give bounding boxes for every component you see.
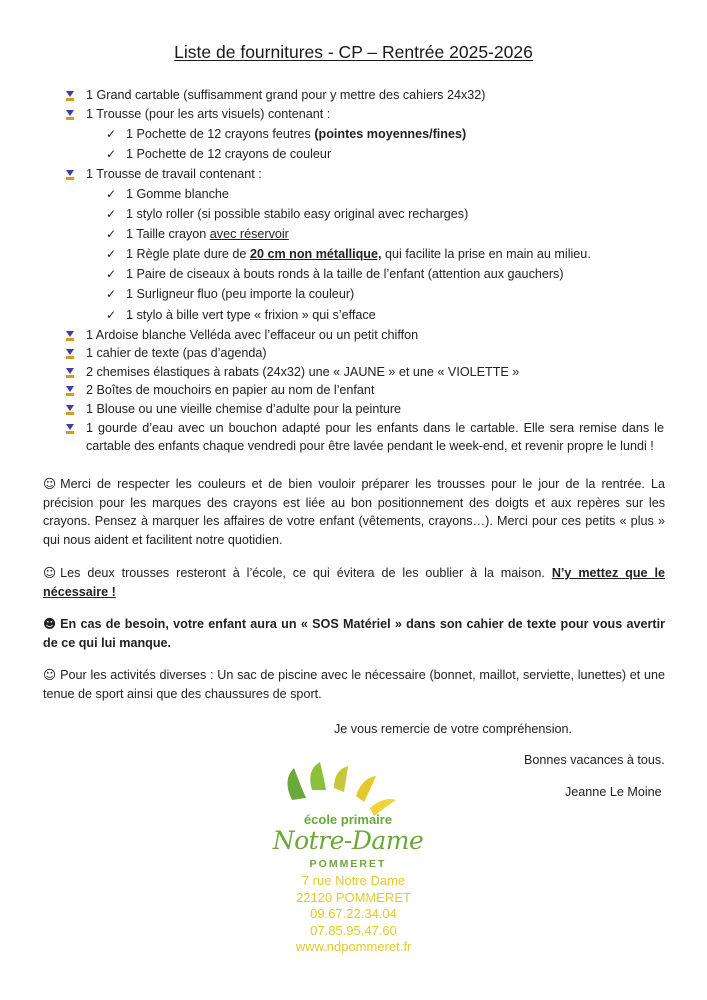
supply-subitem-text: 1 Surligneur fluo (peu importe la couleur) [126, 287, 355, 302]
supply-subitem [104, 306, 664, 325]
paragraph-colors [43, 475, 665, 549]
paragraph-pencil-cases-text: Les deux trousses resteront à l’école, ce qui évitera de les oublier à la maison. [60, 566, 552, 580]
supply-sublist [104, 125, 664, 164]
paragraph-activities [43, 666, 665, 703]
logo-line-name: Notre-Dame [272, 826, 424, 855]
logo-line-school: école primaire [303, 812, 393, 827]
supply-subitem [104, 145, 664, 164]
supply-subitem-emphasis: (pointes moyennes/fines) [314, 126, 467, 141]
supply-item [64, 400, 664, 419]
check-mark-icon: ✓ [106, 307, 117, 322]
arrow-bullet-icon [64, 330, 76, 342]
supply-subitem [104, 125, 664, 144]
holidays-line: Bonnes vacances à tous. [524, 753, 665, 767]
logo-line-town: POMMERET [309, 858, 387, 870]
check-mark-icon: ✓ [106, 267, 117, 282]
supply-subitem [104, 205, 664, 224]
check-mark-icon: ✓ [106, 186, 117, 201]
arrow-bullet-icon [64, 169, 76, 181]
arrow-bullet-icon [64, 109, 76, 121]
check-mark-icon: ✓ [106, 146, 117, 161]
smiley-icon: ☺ [43, 667, 57, 682]
supply-item [64, 105, 664, 124]
supply-subitem-emphasis: 20 cm non métallique, [249, 247, 382, 262]
arrow-bullet-icon [64, 385, 76, 397]
smiley-icon: ☺ [43, 476, 57, 491]
supply-subitem-emphasis: avec réservoir [209, 227, 289, 242]
supply-item-text: 2 chemises élastiques à rabats (24x32) une « JAUNE » et une « VIOLETTE » [86, 364, 520, 379]
contact-postcode: 22120 POMMERET [296, 889, 411, 905]
paragraph-pencil-cases [43, 564, 665, 601]
supply-subitem [104, 285, 664, 304]
supply-subitem [104, 245, 664, 264]
supply-item [64, 363, 664, 382]
supply-subitem [104, 225, 664, 244]
supply-subitem-text: 1 Taille crayon [126, 227, 210, 242]
paragraph-sos-text: En cas de besoin, votre enfant aura un « SOS Matériel » dans son cahier de texte pour vous avertir de ce qui lui manque. [43, 617, 665, 650]
paragraph-activities-text: Pour les activités diverses : Un sac de piscine avec le nécessaire (bonnet, maillot, serviette, lunettes) et une tenue de sport ainsi que des chaussures de sport. [43, 668, 665, 701]
arrow-bullet-icon [64, 348, 76, 360]
supply-subitem [104, 185, 664, 204]
check-mark-icon: ✓ [106, 287, 117, 302]
paragraph-pencil-cases-emphasis: N’y mettez que le nécessaire ! [43, 566, 665, 599]
contact-phone-1: 09.67.22.34.04 [310, 906, 397, 921]
supply-item-text: 1 cahier de texte (pas d’agenda) [86, 346, 267, 361]
arrow-bullet-icon [64, 423, 76, 435]
supply-item [64, 344, 664, 363]
supply-subitem-text-end: qui facilite la prise en main au milieu. [381, 247, 591, 262]
check-mark-icon: ✓ [106, 207, 117, 222]
supply-item [64, 165, 664, 184]
page-title: Liste de fournitures - CP – Rentrée 2025-2026 [174, 42, 533, 62]
signature: Jeanne Le Moine [565, 785, 662, 799]
supply-item-text: 1 Trousse (pour les arts visuels) contenant : [86, 106, 331, 121]
supply-item-text: 1 Blouse ou une vieille chemise d’adulte pour la peinture [86, 402, 402, 416]
thanks-line: Je vous remercie de votre compréhension. [334, 722, 572, 736]
supply-item [64, 86, 664, 105]
supply-item-text: 1 Ardoise blanche Velléda avec l’effaceur ou un petit chiffon [86, 327, 419, 342]
contact-phone-2: 07.85.95.47.60 [310, 922, 397, 938]
arrow-bullet-icon [64, 367, 76, 379]
smiley-icon: ☻ [43, 616, 57, 631]
contact-address: 7 rue Notre Dame [301, 873, 406, 888]
supply-list [64, 86, 664, 456]
supply-subitem-text: 1 Pochette de 12 crayons feutres [126, 126, 315, 141]
supply-subitem [104, 265, 664, 284]
supply-item [64, 419, 664, 456]
check-mark-icon: ✓ [106, 247, 117, 262]
check-mark-icon: ✓ [106, 126, 117, 141]
supply-subitem-text: 1 stylo à bille vert type « frixion » qui s’efface [126, 307, 376, 322]
paragraph-sos [43, 615, 665, 652]
supply-item-text: 2 Boîtes de mouchoirs en papier au nom de l’enfant [86, 383, 375, 398]
supply-item [64, 326, 664, 345]
supply-subitem-text: 1 Règle plate dure de [126, 247, 250, 262]
supply-sublist [104, 185, 664, 324]
supply-subitem-text: 1 Paire de ciseaux à bouts ronds à la taille de l’enfant (attention aux gauchers) [126, 267, 564, 282]
supply-subitem-text: 1 Pochette de 12 crayons de couleur [126, 146, 332, 161]
supply-subitem-text: 1 Gomme blanche [126, 186, 229, 201]
supply-item-text: 1 Grand cartable (suffisamment grand pour y mettre des cahiers 24x32) [86, 88, 486, 102]
supply-item-text: 1 gourde d’eau avec un bouchon adapté pour les enfants dans le cartable. Elle sera remise dans le cartable des enfants chaque vendredi pour être lavée pendant le week-end, et revenir propre le lundi ! [86, 420, 664, 454]
contact-website[interactable]: www.ndpommeret.fr [295, 939, 412, 954]
paragraph-colors-text: Merci de respecter les couleurs et de bien vouloir préparer les trousses pour le jour de la rentrée. La précision pour les marques des crayons est liée au bon positionnement des doigts et aux repères sur les crayons. Pensez à marquer les affaires de votre enfant (vêtements, crayons…). Merci pour ces petits « plus » qui nous aident et facilitent notre quotidien. [43, 477, 665, 547]
supply-item-text: 1 Trousse de travail contenant : [86, 166, 262, 181]
supply-item [64, 381, 664, 400]
supply-subitem-text: 1 stylo roller (si possible stabilo easy original avec recharges) [126, 207, 469, 222]
arrow-bullet-icon [64, 90, 76, 102]
check-mark-icon: ✓ [106, 227, 117, 242]
arrow-bullet-icon [64, 404, 76, 416]
smiley-icon: ☺ [43, 565, 57, 580]
